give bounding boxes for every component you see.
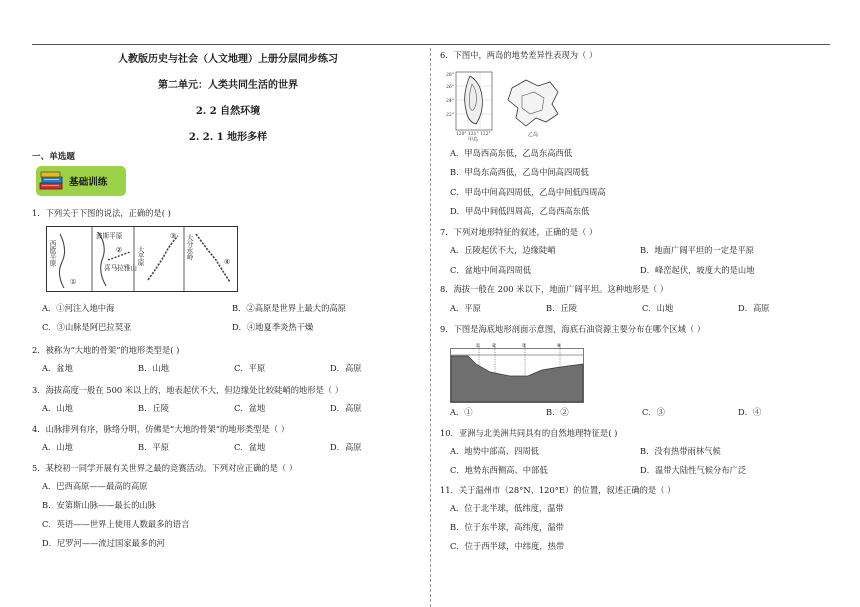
question-5-option-A[interactable]: A．巴西高原——最高的高原 (42, 481, 148, 491)
question-2-option-D[interactable]: D．高原 (330, 363, 362, 373)
badge (36, 166, 126, 196)
question-3-option-B[interactable]: B．丘陵 (138, 403, 169, 413)
question-9-option-A[interactable]: A．① (450, 407, 473, 417)
fig6-lat-26: 26° (446, 85, 455, 90)
question-2-stem: 2．被称为“大地的骨架”的地形类型是( ) (32, 345, 180, 355)
question-6-option-A[interactable]: A．甲岛西高东低，乙岛东高西低 (450, 148, 573, 158)
fig1-label-himalaya: 喜马拉雅山 (104, 264, 137, 272)
unit-title: 第二单元：人类共同生活的世界 (158, 80, 298, 91)
question-2-option-A[interactable]: A．盆地 (42, 363, 73, 373)
question-8-option-C[interactable]: C．山地 (642, 303, 674, 313)
question-2-option-B[interactable]: B．山地 (138, 363, 169, 373)
header-rule (32, 44, 830, 45)
question-7-option-C[interactable]: C．盆地中间高四周低 (450, 265, 532, 275)
fig1-label-great-dividing: 大分水岭 (185, 234, 193, 261)
question-1-option-C[interactable]: C．③山脉是阿巴拉契亚 (42, 322, 132, 332)
sublesson-title: 2. 2. 1 地形多样 (188, 132, 268, 143)
question-1-option-D[interactable]: D．④地夏季炎热干燥 (232, 322, 314, 332)
fig6-lon-121: 121° (468, 132, 479, 137)
question-5-stem: 5．某校初一同学开展有关世界之最的竞赛活动。下列对应正确的是（ ） (32, 463, 298, 473)
question-4-option-C[interactable]: C．盆地 (234, 442, 266, 452)
fig6-lat-24: 24° (446, 99, 455, 104)
question-4-option-B[interactable]: B．平原 (138, 442, 169, 452)
question-8-option-D[interactable]: D．高原 (738, 303, 770, 313)
question-11-stem: 11．关于温州市（28°N、120°E）的位置，叙述正确的是（ ） (440, 485, 676, 495)
question-2-option-C[interactable]: C．平原 (234, 363, 266, 373)
question-11-option-B[interactable]: B．位于东半球，高纬度，温带 (450, 522, 564, 532)
fig1-marker-3: ③ (170, 232, 177, 240)
question-10-option-D[interactable]: D．温带大陆性气候分布广泛 (640, 465, 747, 475)
question-6-option-C[interactable]: C．甲岛中间高四周低，乙岛中间低四周高 (450, 187, 606, 197)
question-9-stem: 9．下图是海底地形剖面示意图，海底石油资源主要分布在哪个区域（ ） (440, 324, 706, 334)
question-10-option-A[interactable]: A．地势中部高、四周低 (450, 446, 539, 456)
question-7-option-D[interactable]: D．峰峦起伏，坡度大的是山地 (640, 265, 755, 275)
fig1-label-west-europe: 西欧平原 (48, 240, 56, 267)
fig1-label-great-plains: 大平原 (136, 246, 144, 266)
question-9-option-B[interactable]: B．② (546, 407, 569, 417)
fig6-lat-22: 22° (446, 113, 455, 118)
lesson-title: 2. 2 自然环境 (195, 106, 261, 117)
fig6-lon-122: 122° (480, 132, 491, 137)
question-11-option-A[interactable]: A．位于北半球，低纬度，温带 (450, 503, 564, 513)
fig6-lat-28: 28° (446, 73, 455, 78)
fig1-marker-1: ① (70, 278, 77, 286)
question-6-stem: 6．下图中，两岛的地势差异性表现为（ ） (440, 50, 598, 60)
fig6-lon-120: 120° (456, 132, 467, 137)
question-10-option-B[interactable]: B．没有热带雨林气候 (640, 446, 721, 456)
books-icon (39, 171, 67, 191)
question-6-option-D[interactable]: D．甲岛中间低四周高，乙岛西高东低 (450, 206, 590, 216)
column-divider (430, 48, 431, 607)
fig9-marker-3: ③ (521, 343, 527, 349)
question-9-option-C[interactable]: C．③ (642, 407, 665, 417)
question-7-option-B[interactable]: B．地面广阔平坦的一定是平原 (640, 245, 754, 255)
question-8-option-A[interactable]: A．平原 (450, 303, 481, 313)
question-11-option-C[interactable]: C．位于西半球，中纬度，热带 (450, 541, 565, 551)
question-10-option-C[interactable]: C．地势东西侧高、中部低 (450, 465, 548, 475)
figure-q9-seafloor (450, 342, 584, 404)
question-5-option-D[interactable]: D．尼罗河——流过国家最多的河 (42, 538, 165, 548)
question-7-stem: 7．下列对地形特征的叙述，正确的是（ ） (440, 227, 598, 237)
fig1-label-persia: 波斯平原 (96, 232, 123, 240)
question-5-option-C[interactable]: C．英语——世界上使用人数最多的语言 (42, 519, 190, 529)
fig6-caption-a: 甲岛 (468, 137, 479, 142)
question-8-stem: 8．海拔一般在 200 米以下，地面广阔平坦。这种地形是（ ） (440, 284, 669, 294)
figure-q1-map (46, 226, 238, 292)
question-6-option-B[interactable]: B．甲岛东高西低，乙岛中间高四周低 (450, 167, 589, 177)
question-1-option-A[interactable]: A．①河注入地中海 (42, 303, 115, 313)
fig9-marker-4: ④ (556, 343, 562, 349)
question-4-option-A[interactable]: A．山地 (42, 442, 73, 452)
question-10-stem: 10．亚洲与北美洲共同具有的自然地理特征是( ) (440, 428, 618, 438)
doc-title: 人教版历史与社会（人文地理）上册分层同步练习 (118, 54, 338, 65)
fig1-marker-4: ④ (224, 258, 231, 266)
fig9-marker-1: ① (475, 343, 481, 349)
figure-q6-islands (446, 70, 566, 142)
question-3-option-C[interactable]: C．盆地 (234, 403, 266, 413)
question-3-option-D[interactable]: D．高原 (330, 403, 362, 413)
question-1-stem: 1．下列关于下图的说法，正确的是( ) (32, 208, 171, 218)
fig1-marker-2: ② (116, 246, 123, 254)
fig6-caption-b: 乙岛 (528, 132, 539, 138)
fig9-marker-2: ② (491, 343, 497, 349)
question-3-option-A[interactable]: A．山地 (42, 403, 73, 413)
question-5-option-B[interactable]: B．安第斯山脉——最长的山脉 (42, 500, 156, 510)
question-7-option-A[interactable]: A．丘陵起伏不大，边缘陡峭 (450, 245, 556, 255)
section-heading: 一、单选题 (32, 152, 75, 162)
badge-label: 基础训练 (69, 177, 108, 188)
question-9-option-D[interactable]: D．④ (738, 407, 762, 417)
question-1-option-B[interactable]: B．②高原是世界上最大的高原 (232, 303, 346, 313)
question-8-option-B[interactable]: B．丘陵 (546, 303, 577, 313)
question-3-stem: 3．海拔高度一般在 500 米以上的，地表起伏不大，但边缘处比较陡峭的地形是（ ） (32, 385, 344, 395)
question-4-option-D[interactable]: D．高原 (330, 442, 362, 452)
question-4-stem: 4．山脉排列有序，脉络分明，仿佛是“大地的骨架”的地形类型是（ ） (32, 424, 290, 434)
